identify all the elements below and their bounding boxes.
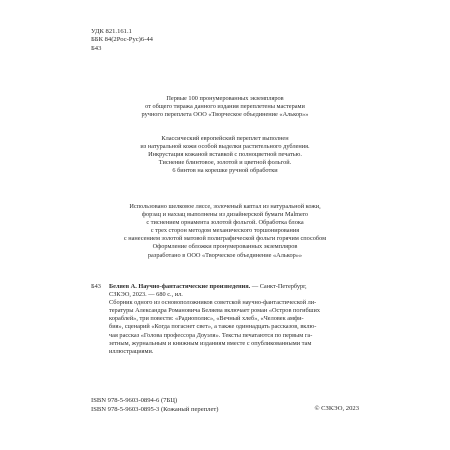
udk-code: УДК 821.161.1 [91, 28, 132, 35]
isbn-block [91, 397, 218, 414]
text-line: зетным, журнальным и книжным изданиям вместе с опубликованными там [109, 339, 312, 347]
text-line: кораблей», три повести: «Радиополис», «Вечный хлеб», «Человек амфи- [109, 315, 304, 323]
text-line: Оформление обложки пронумерованных экземпляров [152, 243, 298, 251]
binding-description [91, 135, 359, 175]
classification-codes [91, 28, 153, 53]
catalog-heading-line [109, 283, 359, 291]
text-line: тературы Александра Романовича Беляева включает роман «Остров погибших [109, 307, 321, 315]
text-line: от общего тиража данного издания переплетены мастерами [145, 103, 305, 111]
isbn-line: ISBN 978-5-9603-0894-6 (7БЦ) [91, 397, 178, 404]
text-line: бия», сценарий «Когда погаснет свет», а также одиннадцать рассказов, вклю- [109, 323, 317, 331]
catalog-heading-rest: — Санкт-Петербург, [250, 283, 307, 290]
isbn-line: ISBN 978-5-9603-0895-3 (Кожаный переплет) [91, 405, 219, 413]
text-line: Сборник одного из основоположников советской научно-фантастической ли- [109, 299, 317, 307]
text-line: из натуральной кожи особой выделки растительного дубления. [140, 143, 310, 151]
text-line: разработано в ООО «Творческое объединение «Алькор»» [147, 251, 303, 259]
text-line: Тиснение блинтовое, золотой и цветной фольгой. [158, 159, 292, 167]
catalog-code: Б43 [91, 283, 101, 290]
text-line: с трех сторон методом механического торшонирования [150, 227, 300, 235]
text-line: с тиснением орнамента золотой фольгой. Обработка блока [146, 219, 304, 227]
text-line: Использовано шелковое ляссе, золоченый каптал из натуральной кожи, [129, 203, 321, 210]
text-line: Инкрустация кожаной вставкой с полноцветной печатью. [148, 151, 302, 159]
text-line: с нанесением золотой матовой полиграфической фольги горячим способом [123, 235, 327, 243]
copyright-notice: © СЗКЭО, 2023 [314, 405, 359, 412]
text-line: Классический европейский переплет выполнен [161, 135, 289, 142]
text-line: Первые 100 пронумерованных экземпляров [166, 95, 284, 102]
limited-edition-note [91, 95, 359, 119]
text-line: форзац и нахзац выполнены из дизайнерской бумаги Malmero [141, 211, 309, 219]
text-line: ручного переплета ООО «Творческое объединение «Алькор»» [141, 111, 309, 119]
finish-description [91, 203, 359, 260]
bbk-code: ББК 84(2Рос-Рус)6-44 [91, 36, 153, 44]
catalog-heading: Беляев А. Научно-фантастические произведения. [109, 283, 251, 290]
author-mark: Б43 [91, 44, 102, 52]
text-line: чая рассказ «Голова профессора Доуэля». Тексты печатаются по первым га- [109, 331, 313, 339]
text-line: СЗКЭО, 2023. — 680 с., ил. [109, 291, 183, 299]
catalog-text [109, 283, 359, 356]
text-line: 6 бинтов на корешке ручной обработки [172, 167, 278, 175]
text-line: иллюстрациями. [109, 347, 154, 355]
